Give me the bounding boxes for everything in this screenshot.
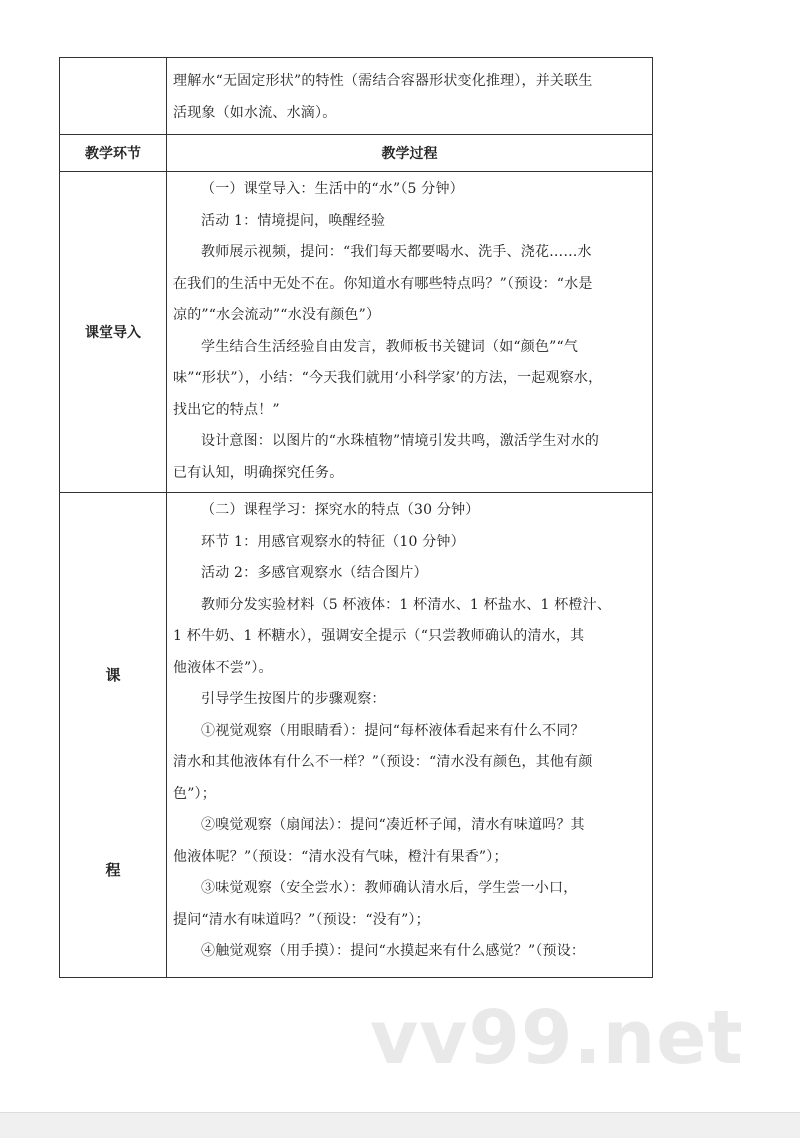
objective-row: [60, 58, 653, 135]
course-content: [167, 493, 653, 978]
objective-content: [167, 58, 653, 135]
intro-paragraph-line: 教师展示视频，提问：“我们每天都要喝水、洗手、浇花……水: [201, 244, 592, 260]
lesson-plan-table: [59, 57, 653, 978]
intro-section-title: （一）课堂导入：生活中的“水”（5 分钟）: [201, 181, 464, 197]
course-section-title: （二）课程学习：探究水的特点（30 分钟）: [201, 502, 480, 518]
table-header-row: [60, 135, 653, 172]
watermark: vv99.net: [370, 995, 744, 1081]
intro-label: 课堂导入: [60, 172, 167, 493]
intro-design-intent: 已有认知，明确探究任务。: [173, 464, 344, 481]
course-label: [60, 493, 167, 978]
course-observation-smell: 他液体呢？”（预设：“清水没有气味，橙汁有果香”）；: [173, 848, 508, 865]
intro-paragraph-line: 在我们的生活中无处不在。你知道水有哪些特点吗？”（预设：“水是: [173, 275, 593, 292]
intro-content: [167, 172, 653, 493]
course-observation-smell: ②嗅觉观察（扇闻法）：提问“凑近杯子闻，清水有味道吗？其: [201, 817, 585, 833]
intro-paragraph-line: 学生结合生活经验自由发言，教师板书关键词（如“颜色”“气: [201, 338, 579, 355]
intro-design-intent: 设计意图：以图片的“水珠植物”情境引发共鸣，激活学生对水的: [201, 433, 600, 449]
intro-paragraph-line: 凉的”“水会流动”“水没有颜色”）: [173, 307, 381, 323]
header-teaching-stage: 教学环节: [60, 135, 167, 172]
header-teaching-process: 教学过程: [167, 135, 653, 172]
course-step: 环节 1：用感官观察水的特征（10 分钟）: [201, 533, 465, 550]
objective-line: 理解水“无固定形状”的特性（需结合容器形状变化推理），并关联生: [173, 73, 593, 89]
course-observation-visual: 清水和其他液体有什么不一样？”（预设：“清水没有颜色，其他有颜: [173, 754, 593, 770]
course-label-char: 课: [105, 666, 121, 684]
viewer-bottom-bar: [0, 1112, 800, 1138]
course-observation-touch: ④触觉观察（用手摸）：提问“水摸起来有什么感觉？”（预设：: [201, 943, 586, 959]
course-paragraph-line: 他液体不尝”）。: [173, 659, 273, 676]
course-row: [60, 493, 653, 978]
course-observation-taste: ③味觉观察（安全尝水）：教师确认清水后，学生尝一小口，: [201, 880, 578, 896]
intro-paragraph-line: 找出它的特点！”: [173, 401, 280, 418]
course-paragraph-line: 教师分发实验材料（5 杯液体：1 杯清水、1 杯盐水、1 杯橙汁、: [201, 596, 612, 613]
course-activity: 活动 2：多感官观察水（结合图片）: [201, 565, 428, 581]
course-observation-taste: 提问“清水有味道吗？”（预设：“没有”）；: [173, 911, 430, 928]
objective-line: 活现象（如水流、水滴）。: [173, 104, 337, 121]
course-label-char: 程: [105, 861, 121, 879]
course-paragraph-line: 引导学生按图片的步骤观察：: [201, 691, 386, 707]
intro-activity: 活动 1：情境提问，唤醒经验: [201, 212, 386, 229]
empty-label-cell: [60, 58, 167, 135]
course-observation-visual: 色”）；: [173, 785, 216, 802]
intro-row: [60, 172, 653, 493]
course-paragraph-line: 1 杯牛奶、1 杯糖水），强调安全提示（“只尝教师确认的清水，其: [173, 628, 585, 644]
intro-paragraph-line: 味”“形状”），小结：“今天我们就用‘小科学家’的方法，一起观察水，: [173, 370, 603, 386]
course-observation-visual: ①视觉观察（用眼睛看）：提问“每杯液体看起来有什么不同？: [201, 722, 585, 739]
